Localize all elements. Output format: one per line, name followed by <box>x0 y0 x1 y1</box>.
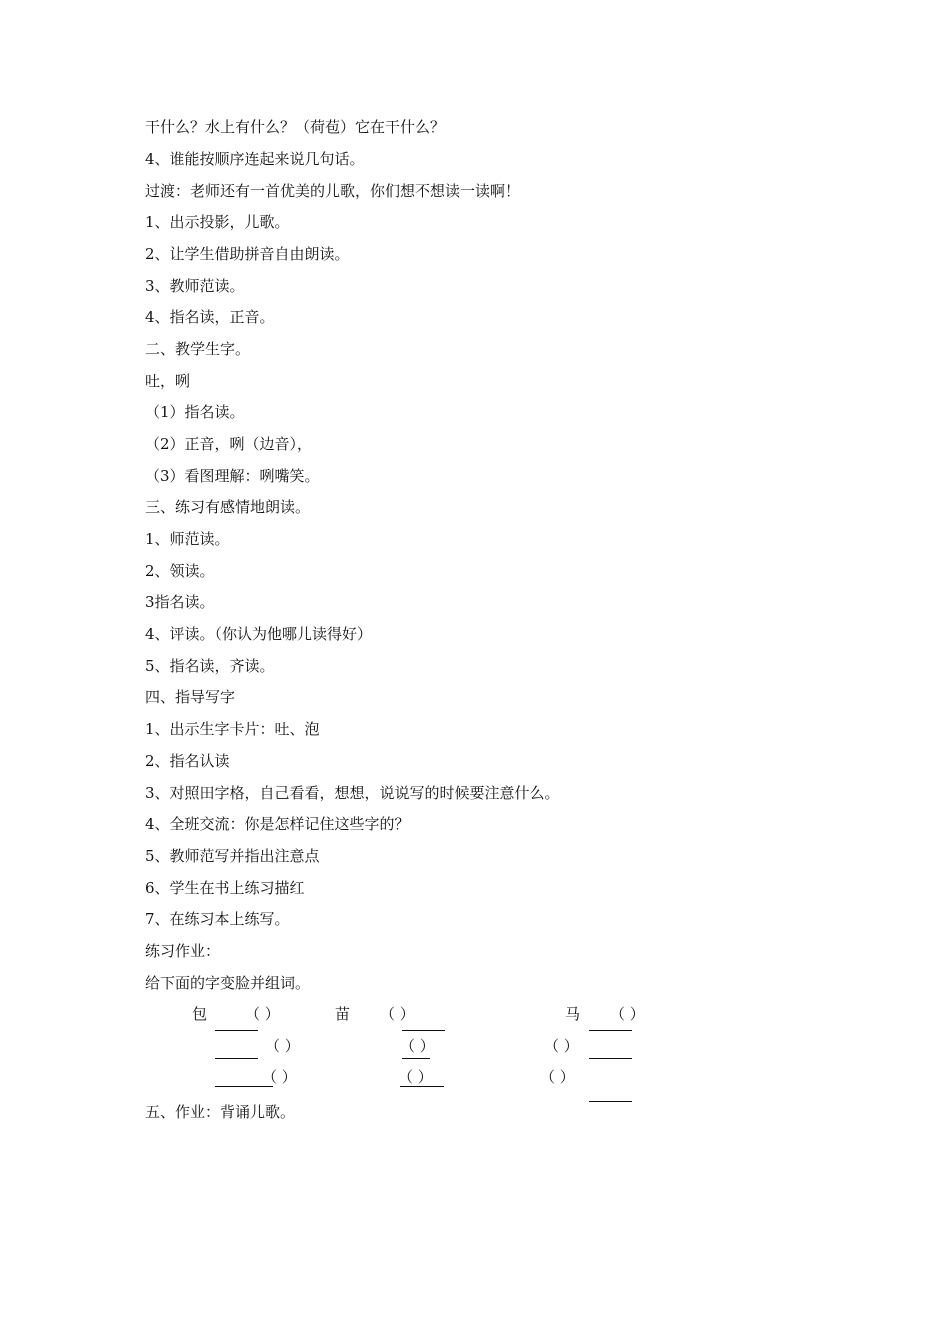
blank-line[interactable] <box>402 1058 430 1059</box>
blank-line[interactable] <box>589 1058 632 1059</box>
text-line: 3、教师范读。 <box>145 277 245 295</box>
paren: （ ） <box>540 1068 575 1086</box>
paren: （ ） <box>245 1005 280 1023</box>
exercise-char-miao: 苗 <box>335 1005 351 1023</box>
exercise-char-ma: 马 <box>565 1005 581 1023</box>
text-line: 3、对照田字格，自己看看，想想，说说写的时候要注意什么。 <box>145 784 560 802</box>
text-line: 四、指导写字 <box>145 688 236 706</box>
text-line: 6、学生在书上练习描红 <box>145 879 305 897</box>
text-line: （1）指名读。 <box>145 403 245 421</box>
text-line: 4、全班交流：你是怎样记住这些字的？ <box>145 815 410 833</box>
text-line: 二、教学生字。 <box>145 340 251 358</box>
paren: （ ） <box>265 1037 300 1055</box>
text-line: 2、指名认读 <box>145 752 230 770</box>
text-line: 5、指名读，齐读。 <box>145 657 275 675</box>
blank-line[interactable] <box>215 1086 273 1087</box>
text-line: 1、出示投影，儿歌。 <box>145 213 290 231</box>
text-line: 给下面的字变脸并组词。 <box>145 974 311 992</box>
paren: （ ） <box>398 1068 433 1086</box>
text-line: 1、出示生字卡片：吐、泡 <box>145 720 320 738</box>
blank-line[interactable] <box>400 1086 444 1087</box>
text-line: 吐，咧 <box>145 372 191 390</box>
text-line: 4、谁能按顺序连起来说几句话。 <box>145 150 365 168</box>
text-line: 5、教师范写并指出注意点 <box>145 847 320 865</box>
text-line: （3）看图理解：咧嘴笑。 <box>145 467 320 485</box>
text-line: 1、师范读。 <box>145 530 230 548</box>
text-line: 干什么？水上有什么？（荷苞）它在干什么？ <box>145 118 446 136</box>
text-line: 4、评读。（你认为他哪儿读得好） <box>145 625 373 643</box>
blank-line[interactable] <box>215 1058 258 1059</box>
text-line: 4、指名读，正音。 <box>145 308 275 326</box>
text-line: 2、让学生借助拼音自由朗读。 <box>145 245 350 263</box>
paren: （ ） <box>544 1037 579 1055</box>
paren: （ ） <box>610 1005 645 1023</box>
paren: （ ） <box>380 1005 415 1023</box>
text-line: （2）正音，咧（边音）， <box>145 435 313 453</box>
text-line: 3指名读。 <box>145 593 215 611</box>
blank-line[interactable] <box>589 1101 632 1102</box>
text-line: 练习作业： <box>145 942 221 960</box>
paren: （ ） <box>262 1068 297 1086</box>
paren: （ ） <box>400 1037 435 1055</box>
closing-line: 五、作业：背诵儿歌。 <box>145 1103 296 1121</box>
text-line: 过渡：老师还有一首优美的儿歌，你们想不想读一读啊！ <box>145 182 521 200</box>
text-line: 2、领读。 <box>145 562 215 580</box>
exercise-char-bao: 包 <box>192 1005 208 1023</box>
blank-line[interactable] <box>215 1030 258 1031</box>
text-line: 三、练习有感情地朗读。 <box>145 498 311 516</box>
blank-line[interactable] <box>402 1030 445 1031</box>
blank-line[interactable] <box>589 1030 632 1031</box>
text-line: 7、在练习本上练写。 <box>145 910 290 928</box>
